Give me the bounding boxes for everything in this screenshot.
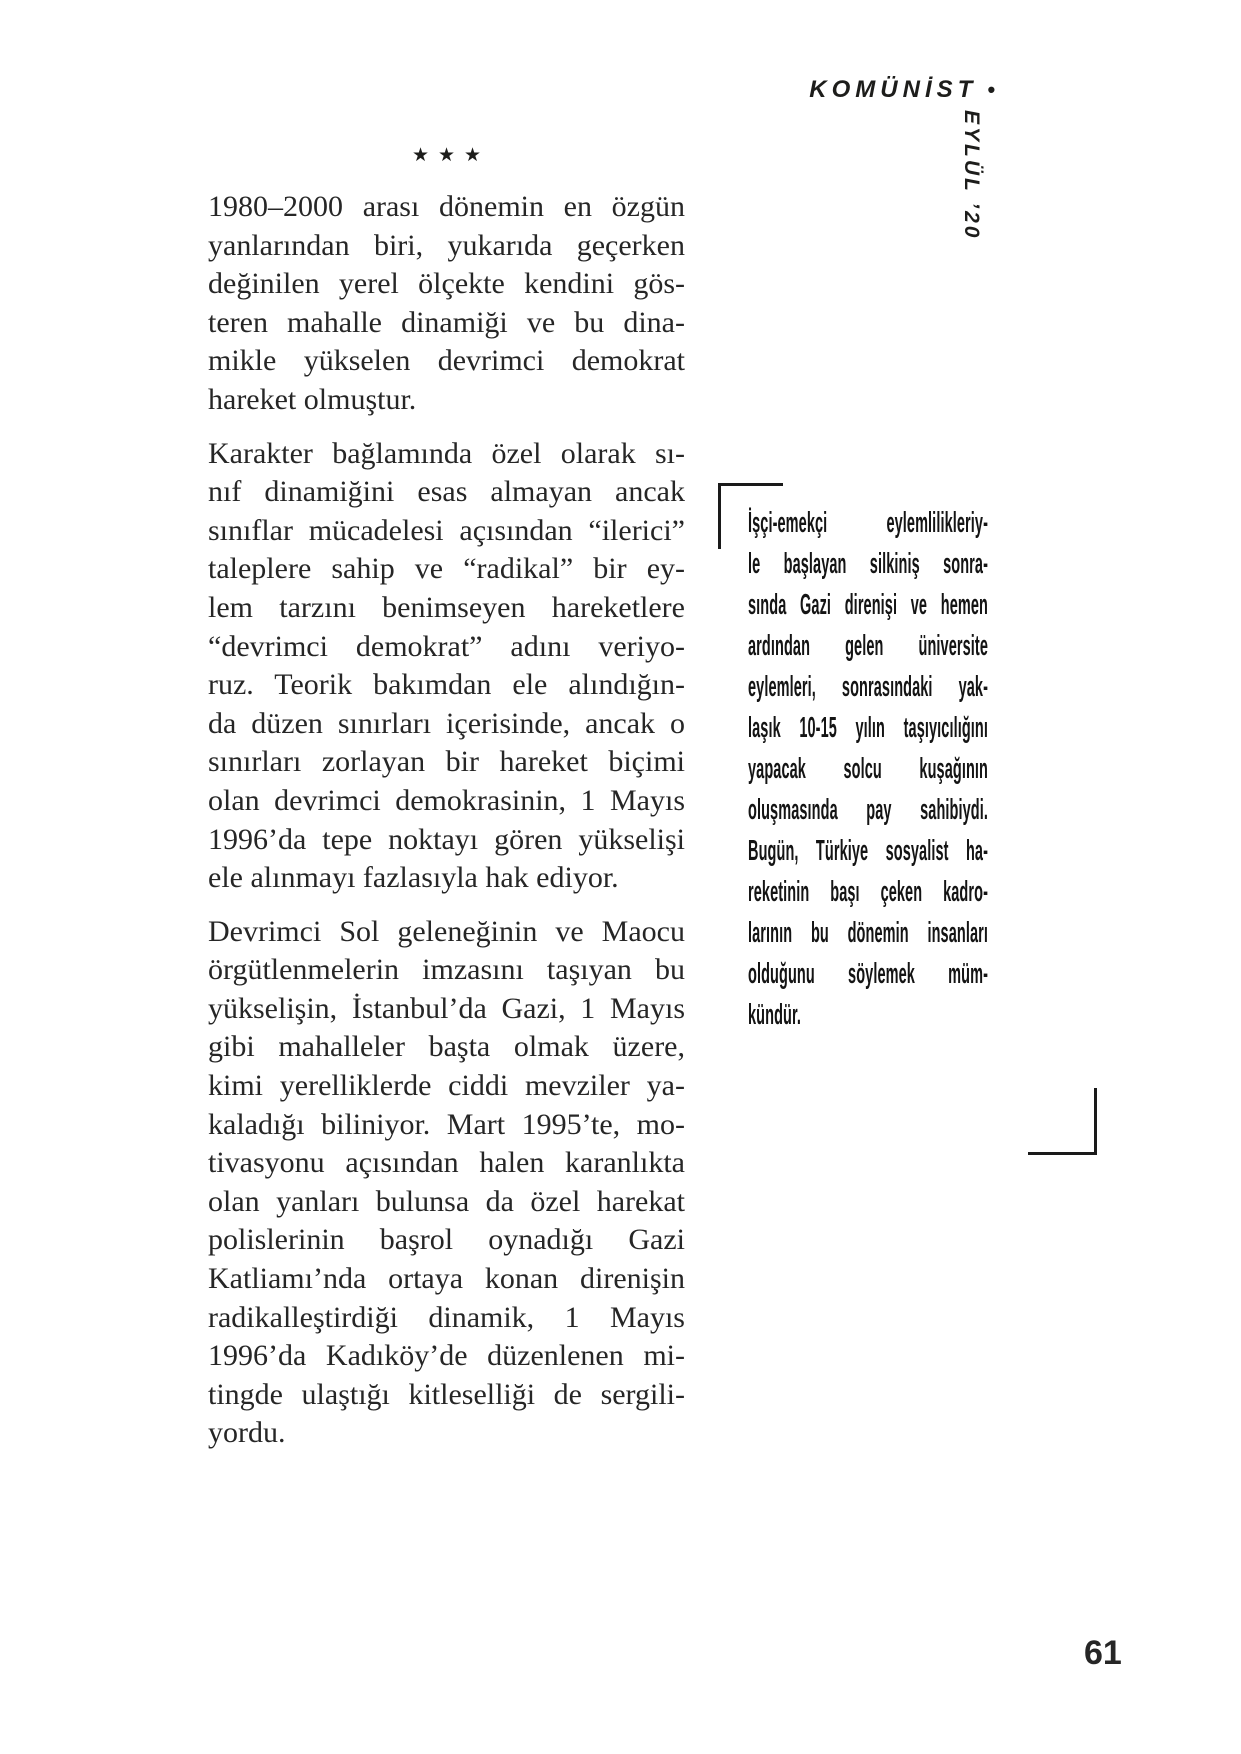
article-paragraph: [208, 435, 685, 898]
text-line: Devrimci Sol geleneğinin ve Maocu: [208, 914, 685, 948]
article-paragraph: [208, 188, 685, 420]
text-line: 1980–2000 arası dönemin en özgün: [208, 190, 685, 223]
journal-title: [809, 76, 995, 104]
text-line: hareket olmuştur.: [208, 382, 417, 416]
text-line: oluşmasında pay sahibiydi.: [748, 794, 988, 826]
text-line: le başlayan silkiniş sonra-: [748, 548, 988, 580]
article-body: [208, 140, 685, 1468]
text-line: kimi yerelliklerde ciddi mevziler ya-: [208, 1069, 685, 1103]
text-line: Bugün, Türkiye sosyalist ha-: [748, 835, 988, 867]
page-number: 61: [1084, 1634, 1122, 1672]
text-line: ardından gelen üniversite: [748, 630, 988, 662]
text-line: ele alınmayı fazlasıyla hak ediyor.: [208, 861, 619, 895]
text-line: sında Gazi direnişi ve hemen: [748, 589, 988, 621]
text-line: olan yanları bulunsa da özel harekat: [208, 1184, 685, 1218]
text-line: reketinin başı çeken kadro-: [748, 876, 988, 908]
bullet-icon: •: [987, 77, 995, 102]
text-line: da düzen sınırları içerisinde, ancak o: [208, 706, 685, 740]
article-paragraph: [208, 913, 685, 1453]
text-line: yükselişin, İstanbul’da Gazi, 1 Mayıs: [208, 991, 685, 1025]
pullquote: [748, 503, 988, 1036]
text-line: nıf dinamiğini esas almayan ancak: [208, 475, 685, 509]
text-line: “devrimci demokrat” adını veriyo-: [208, 629, 685, 663]
text-line: kaladığı biliniyor. Mart 1995’te, mo-: [208, 1107, 685, 1141]
text-line: taleplere sahip ve “radikal” bir ey-: [208, 552, 685, 586]
issue-date: EYLÜL ’20: [960, 110, 983, 241]
text-line: lem tarzını benimseyen hareketlere: [208, 590, 685, 624]
text-line: tingde ulaştığı kitleselliği de sergili-: [208, 1377, 685, 1411]
text-line: yanlarından biri, yukarıda geçerken: [208, 228, 685, 262]
text-line: değinilen yerel ölçekte kendini gös-: [208, 267, 685, 301]
text-line: larının bu dönemin insanları: [748, 917, 988, 949]
stars-separator-icon: ★★★: [411, 144, 491, 166]
text-line: sınıflar mücadelesi açısından “ilerici”: [208, 513, 685, 547]
text-line: tivasyonu açısından halen karanlıkta: [208, 1146, 685, 1180]
text-line: örgütlenmelerin imzasını taşıyan bu: [208, 953, 685, 987]
text-line: yapacak solcu kuşağının: [748, 753, 988, 785]
text-line: ruz. Teorik bakımdan ele alındığın-: [208, 668, 685, 702]
text-line: 1996’da tepe noktayı gören yükselişi: [208, 822, 685, 856]
text-line: yordu.: [208, 1416, 286, 1450]
text-line: Karakter bağlamında özel olarak sı-: [208, 436, 685, 470]
pullquote-close-bracket-icon: [1028, 1088, 1097, 1155]
text-line: kündür.: [748, 999, 802, 1031]
text-line: teren mahalle dinamiği ve bu dina-: [208, 305, 685, 339]
text-line: polislerinin başrol oynadığı Gazi: [208, 1223, 685, 1257]
text-line: 1996’da Kadıköy’de düzenlenen mi-: [208, 1339, 685, 1373]
text-line: radikalleştirdiği dinamik, 1 Mayıs: [208, 1300, 685, 1334]
text-line: eylemleri, sonrasındaki yak-: [748, 671, 988, 703]
text-line: Katliamı’nda ortaya konan direnişin: [208, 1262, 685, 1296]
text-line: laşık 10-15 yılın taşıyıcılığını: [748, 712, 988, 744]
text-line: İşçi-emekçi eylemlilikleriy-: [748, 507, 988, 539]
text-line: olan devrimci demokrasinin, 1 Mayıs: [208, 783, 685, 817]
text-line: mikle yükselen devrimci demokrat: [208, 344, 685, 378]
text-line: gibi mahalleler başta olmak üzere,: [208, 1030, 685, 1064]
text-line: olduğunu söylemek müm-: [748, 958, 988, 990]
text-line: sınırları zorlayan bir hareket biçimi: [208, 745, 685, 779]
journal-title-text: KOMÜNİST: [809, 76, 978, 103]
